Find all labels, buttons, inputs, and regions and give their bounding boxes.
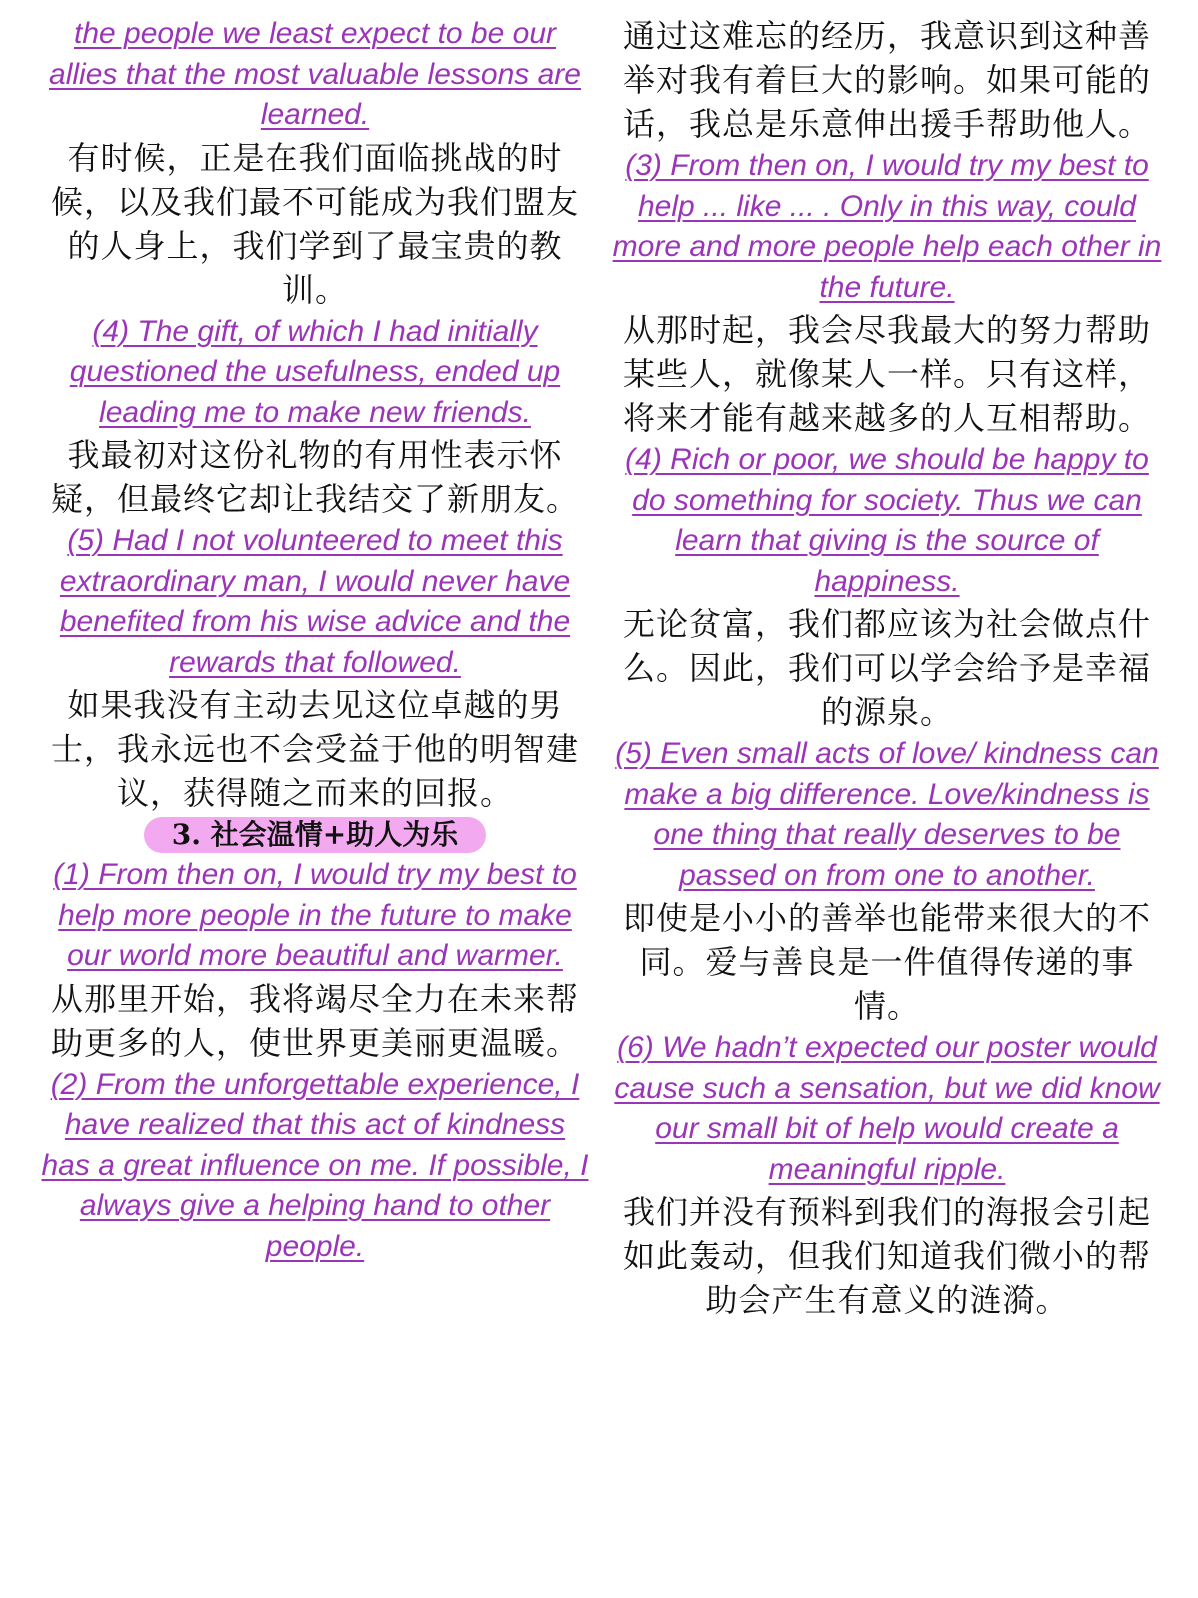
english-sentence-3-1: (1) From then on, I would try my best to help more people in the future to make our world more beautiful and warmer. — [53, 858, 577, 972]
english-sentence-3-4: (4) Rich or poor, we should be happy to do something for society. Thus we can learn that giving is the source of happiness. — [625, 443, 1149, 598]
english-sentence-3-2: (2) From the unforgettable experience, I have realized that this act of kindness has a great influence on me. If possible, I always give a helping hand to other people. — [41, 1067, 589, 1263]
english-sentence-1-5: (5) Had I not volunteered to meet this extraordinary man, I would never have benefited from his wise advice and the rewards that followed. — [59, 524, 571, 679]
english-sentence-3-6: (6) We hadn’t expected our poster would cause such a sensation, but we did know our small bit of help would create a meaningful ripple. — [614, 1031, 1160, 1186]
english-sentence-1-3-end: the people we least expect to be our allies that the most valuable lessons are learned. — [49, 17, 581, 131]
english-sentence-3-5: (5) Even small acts of love/ kindness can make a big difference. Love/kindness is one thing that really deserves to be passed on from one to another. — [615, 737, 1159, 892]
chinese-translation-3-3: 从那时起，我会尽我最大的努力帮助某些人，就像某人一样。只有这样，将来才能有越来越多的人互相帮助。 — [622, 311, 1151, 437]
english-sentence-1-4: (4) The gift, of which I had initially questioned the usefulness, ended up leading me to make new friends. — [69, 314, 561, 429]
chinese-translation-3-5: 即使是小小的善举也能带来很大的不同。爱与善良是一件值得传递的事情。 — [622, 899, 1151, 1025]
english-sentence-3-3: (3) From then on, I would try my best to help ... like ... . Only in this way, could more and more people help each other in the future. — [612, 149, 1162, 304]
left-column — [28, 14, 592, 1598]
chinese-translation-1-5: 如果我没有主动去见这位卓越的男士，我永远也不会受益于他的明智建议，获得随之而来的回报。 — [50, 686, 579, 812]
section-3-heading: 3. 社会温情+助人为乐 — [144, 817, 486, 853]
chinese-translation-1-3-end: 有时候，正是在我们面临挑战的时候，以及我们最不可能成为我们盟友的人身上，我们学到了最宝贵的教训。 — [50, 138, 579, 309]
chinese-translation-3-2: 通过这难忘的经历，我意识到这种善举对我有着巨大的影响。如果可能的话，我总是乐意伸出援手帮助他人。 — [622, 17, 1151, 143]
chinese-translation-3-6: 我们并没有预料到我们的海报会引起如此轰动，但我们知道我们微小的帮助会产生有意义的涟漪。 — [622, 1193, 1151, 1319]
chinese-translation-3-4: 无论贫富，我们都应该为社会做点什么。因此，我们可以学会给予是幸福的源泉。 — [622, 605, 1151, 731]
chinese-translation-3-1: 从那里开始，我将竭尽全力在未来帮助更多的人，使世界更美丽更温暖。 — [50, 979, 579, 1062]
chinese-translation-1-4: 我最初对这份礼物的有用性表示怀疑，但最终它却让我结交了新朋友。 — [50, 436, 579, 518]
right-column — [610, 14, 1170, 1598]
